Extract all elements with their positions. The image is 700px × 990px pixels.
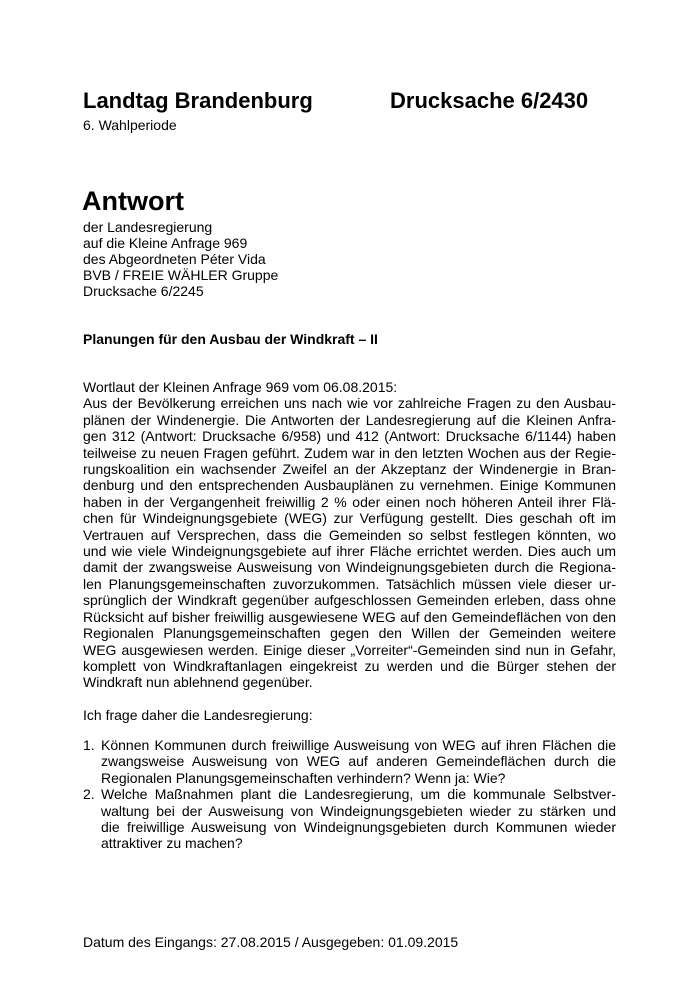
question-line: und wie viele Windeignungsgebiete auf ihrer Fläche errichtet werden. Dies auch um: [83, 543, 616, 560]
question-line: len Planungsgemeinschaften zuvorzukommen. Tatsächlich müssen viele dieser ur-: [83, 575, 616, 592]
question-list: [83, 737, 616, 852]
question-line: WEG ausgewiesen werden. Einige dieser „Vorreiter“-Gemeinden sind nun in Gefahr,: [83, 641, 616, 658]
question-line: haben in der Vergangenheit freiwillig 2 % oder einen noch höheren Anteil ihrer Flä-: [83, 493, 616, 510]
document-number: Drucksache 6/2430: [390, 88, 589, 113]
question-line: Regionalen Planungsgemeinschaften gegen den Willen der Gemeinden weitere: [83, 625, 616, 642]
question-line: denburg und den entsprechenden Ausbauplänen zu vernehmen. Einige Kommunen: [83, 477, 616, 494]
question-item-line: Regionalen Planungsgemeinschaften verhindern? Wenn ja: Wie?: [101, 769, 506, 786]
question-line: chen für Windeignungsgebiete (WEG) zur Verfügung gestellt. Dies geschah oft im: [83, 510, 616, 527]
meta-line: der Landesregierung: [83, 219, 213, 235]
meta-line: BVB / FREIE WÄHLER Gruppe: [83, 267, 279, 283]
question-number: 1.: [83, 737, 95, 753]
question-item-line: zwangsweise Ausweisung von WEG auf anderen Gemeindeflächen durch die: [101, 753, 616, 770]
question-line: teilweise zu neuen Fragen geführt. Zudem war in den letzten Wochen aus der Regie-: [83, 444, 616, 461]
document-header: [83, 88, 613, 118]
question-item: [83, 786, 616, 852]
question-item: [83, 737, 616, 786]
question-item-line: attraktiver zu machen?: [101, 835, 243, 852]
question-line: plänen der Windenergie. Die Antworten der Landesregierung auf die Kleinen Anfra-: [83, 411, 616, 428]
question-line: gen 312 (Antwort: Drucksache 6/958) und 412 (Antwort: Drucksache 6/1144) haben: [83, 428, 616, 445]
question-line: Windkraft nun ablehnend gegenüber.: [83, 674, 313, 691]
question-line: rungskoalition ein wachsender Zweifel an der Akzeptanz der Windenergie in Bran-: [83, 461, 616, 478]
question-intro: Wortlaut der Kleinen Anfrage 969 vom 06.08.2015:: [83, 379, 398, 395]
question-number: 2.: [83, 786, 95, 803]
question-line: Aus der Bevölkerung erreichen uns nach wie vor zahlreiche Fragen zu den Ausbau-: [83, 395, 616, 412]
meta-line: des Abgeordneten Péter Vida: [83, 251, 266, 267]
subject-heading: Planungen für den Ausbau der Windkraft – II: [83, 331, 378, 347]
legislative-period: 6. Wahlperiode: [83, 117, 177, 133]
document-meta: [83, 219, 278, 299]
question-item-line: Können Kommunen durch freiwillige Ausweisung von WEG auf ihren Flächen die: [101, 737, 616, 753]
question-line: damit der zwangsweise Ausweisung von Windeignungsgebieten durch die Regiona-: [83, 559, 616, 576]
question-text: [83, 379, 616, 691]
document-type-title: Antwort: [82, 186, 184, 216]
question-line: komplett von Windkraftanlagen eingekreist zu werden und die Bürger stehen der: [83, 657, 616, 674]
question-item-line: waltung bei der Ausweisung von Windeignungsgebieten wieder zu stärken und: [101, 802, 616, 819]
question-item-line: die freiwillige Ausweisung von Windeignungsgebieten durch Kommunen wieder: [101, 819, 616, 836]
receipt-date-line: Datum des Eingangs: 27.08.2015 / Ausgegeben: 01.09.2015: [83, 934, 459, 950]
question-line: Rücksicht auf bisher freiwillig ausgewiesene WEG auf den Gemeindeflächen von den: [83, 608, 616, 625]
question-line: sprünglich der Windkraft gegenüber aufgeschlossen Gemeinden erleben, dass ohne: [83, 592, 616, 609]
question-line: Vertrauen auf Versprechen, dass die Gemeinden so selbst festlegen könnten, wo: [83, 526, 616, 543]
question-item-line: Welche Maßnahmen plant die Landesregierung, um die kommunale Selbstver-: [101, 786, 616, 803]
parliament-name: Landtag Brandenburg: [83, 88, 313, 113]
meta-line: Drucksache 6/2245: [83, 283, 204, 299]
question-prompt: Ich frage daher die Landesregierung:: [83, 707, 313, 723]
meta-line: auf die Kleine Anfrage 969: [83, 235, 248, 251]
